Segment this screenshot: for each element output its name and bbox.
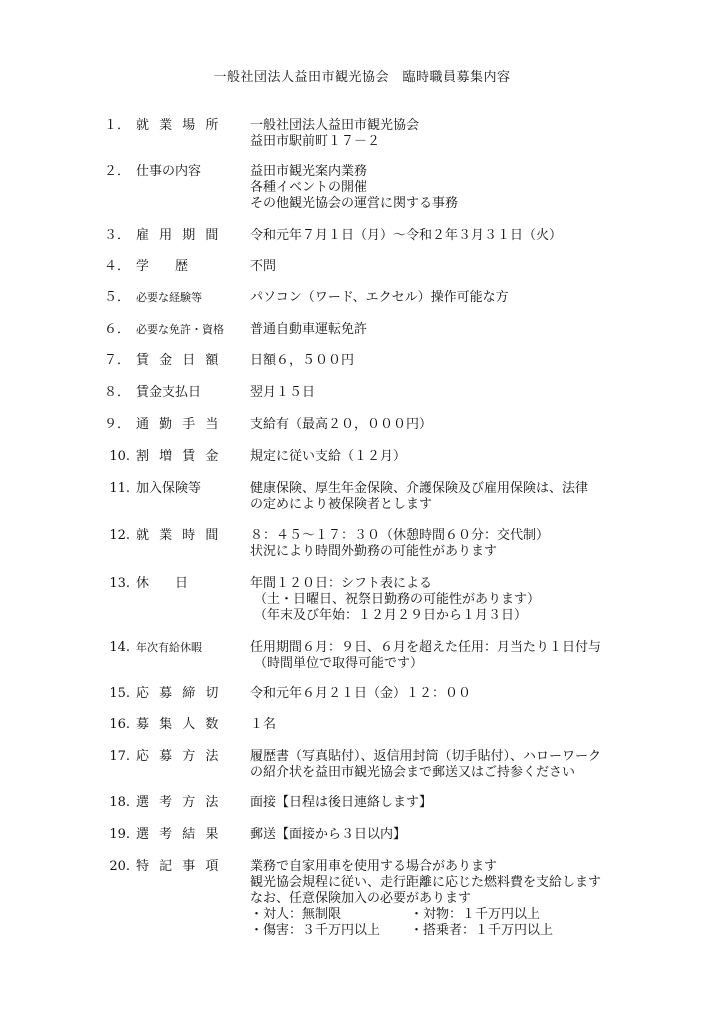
item-number: 13. — [109, 576, 130, 591]
content-line: 令和元年６月２１日（金）１２：００ — [250, 686, 472, 701]
coverage-right: ・対物：１千万円以上 — [410, 907, 541, 922]
item-number: ５． — [103, 290, 130, 305]
item-content — [250, 385, 650, 401]
item-content — [250, 576, 650, 624]
item-number: 11. — [109, 481, 130, 496]
item-content — [250, 827, 650, 843]
item-number: ７． — [103, 353, 130, 368]
item-label: 選 考 方 法 — [136, 795, 222, 810]
content-line: 郵送【面接から３日以内】 — [250, 827, 407, 842]
content-line: の紹介状を益田市観光協会まで郵送又はご持参ください — [250, 765, 576, 780]
item-number: 17. — [109, 749, 130, 764]
document-title: 一般社団法人益田市観光協会 臨時職員募集内容 — [213, 70, 511, 85]
item-number: 18. — [109, 795, 130, 810]
item-label: 応 募 締 切 — [136, 686, 222, 701]
content-line: 翌月１５日 — [250, 385, 316, 400]
coverage-left: ・傷害：３千万円以上 — [250, 923, 381, 938]
coverage-right: ・搭乗者：１千万円以上 — [410, 923, 554, 938]
item-content — [250, 228, 650, 244]
item-number: ４． — [103, 259, 130, 274]
item-content — [250, 717, 650, 733]
item-content — [250, 640, 650, 672]
item-label: 割 増 賃 金 — [136, 449, 222, 464]
content-line: 状況により時間外勤務の可能性があります — [250, 544, 498, 559]
content-line: の定めにより被保険者とします — [250, 497, 433, 512]
item-number: １． — [103, 118, 130, 133]
content-line: （時間単位で取得可能です） — [254, 656, 424, 671]
content-line: その他観光協会の運営に関する事務 — [250, 196, 459, 211]
content-line: 任用期間６月：９日、６月を超えた任用：月当たり１日付与 — [250, 640, 602, 655]
content-line: 各種イベントの開催 — [250, 180, 368, 195]
item-label: 賃 金 日 額 — [136, 353, 222, 368]
item-label: 休 日 — [136, 576, 189, 591]
content-line: 日額６，５００円 — [250, 353, 355, 368]
item-label: 必要な免許・資格 — [136, 323, 224, 336]
item-content — [250, 164, 650, 212]
item-label: 選 考 結 果 — [136, 827, 222, 842]
item-number: ８． — [103, 385, 130, 400]
item-content — [250, 859, 650, 939]
item-number: 20. — [109, 859, 130, 874]
content-line: 支給有（最高２０，０００円） — [250, 417, 433, 432]
item-content — [250, 353, 650, 369]
item-content — [250, 749, 650, 781]
content-line: ８：４５～１７：３０（休憩時間６０分：交代制） — [250, 528, 550, 543]
item-content — [250, 795, 650, 811]
item-content — [250, 417, 650, 433]
item-content — [250, 528, 650, 560]
item-label: 加入保険等 — [136, 481, 202, 496]
content-line: 益田市駅前町１７－２ — [250, 134, 381, 149]
content-line: なお、任意保険加入の必要があります — [250, 891, 472, 906]
item-number: ２． — [103, 164, 130, 179]
content-line: 健康保険、厚生年金保険、介護保険及び雇用保険は、法律 — [250, 481, 589, 496]
item-content — [250, 449, 650, 465]
item-number: 14. — [109, 640, 130, 655]
item-number: ９． — [103, 417, 130, 432]
item-label: 応 募 方 法 — [136, 749, 222, 764]
item-content — [250, 686, 650, 702]
item-number: ６． — [103, 322, 130, 337]
item-content — [250, 118, 650, 150]
item-label: 就 業 時 間 — [136, 528, 222, 543]
item-content — [250, 481, 650, 513]
content-line: （土・日曜日、祝祭日勤務の可能性があります） — [254, 592, 541, 607]
item-content — [250, 259, 650, 275]
content-line: 益田市観光案内業務 — [250, 164, 368, 179]
coverage-row — [250, 923, 650, 939]
item-label: 必要な経験等 — [136, 291, 202, 304]
item-number: ３． — [103, 228, 130, 243]
item-label: 賃金支払日 — [136, 385, 202, 400]
content-line: 規定に従い支給（１２月） — [250, 449, 407, 464]
coverage-row — [250, 907, 650, 923]
content-line: 観光協会規程に従い、走行距離に応じた燃料費を支給します — [250, 875, 602, 890]
item-label: 学 歴 — [136, 259, 189, 274]
content-line: 令和元年７月１日（月）～令和２年３月３１日（火） — [250, 228, 563, 243]
content-line: 業務で自家用車を使用する場合があります — [250, 859, 498, 874]
item-label: 就 業 場 所 — [136, 118, 222, 133]
item-content — [250, 290, 650, 306]
item-number: 12. — [109, 528, 130, 543]
item-number: 16. — [109, 717, 130, 732]
item-label: 年次有給休暇 — [136, 641, 202, 654]
content-line: 普通自動車運転免許 — [250, 322, 368, 337]
item-number: 15. — [109, 686, 130, 701]
item-label: 募 集 人 数 — [136, 717, 222, 732]
item-number: 19. — [109, 827, 130, 842]
content-line: １名 — [250, 717, 277, 732]
item-label: 雇 用 期 間 — [136, 228, 222, 243]
content-line: 不問 — [250, 259, 277, 274]
content-line: 年間１２０日：シフト表による — [250, 576, 433, 591]
item-content — [250, 322, 650, 338]
item-label: 仕事の内容 — [136, 164, 202, 179]
item-label: 通 勤 手 当 — [136, 417, 222, 432]
item-number: 10. — [109, 449, 130, 464]
content-line: 履歴書（写真貼付）、返信用封筒（切手貼付）、ハローワーク — [250, 749, 602, 764]
content-line: （年末及び年始：１２月２９日から１月３日） — [254, 608, 528, 623]
coverage-left: ・対人：無制限 — [250, 907, 342, 922]
content-line: 面接【日程は後日連絡します】 — [250, 795, 433, 810]
item-label: 特 記 事 項 — [136, 859, 222, 874]
content-line: パソコン（ワード、エクセル）操作可能な方 — [250, 290, 509, 305]
content-line: 一般社団法人益田市観光協会 — [250, 118, 420, 133]
